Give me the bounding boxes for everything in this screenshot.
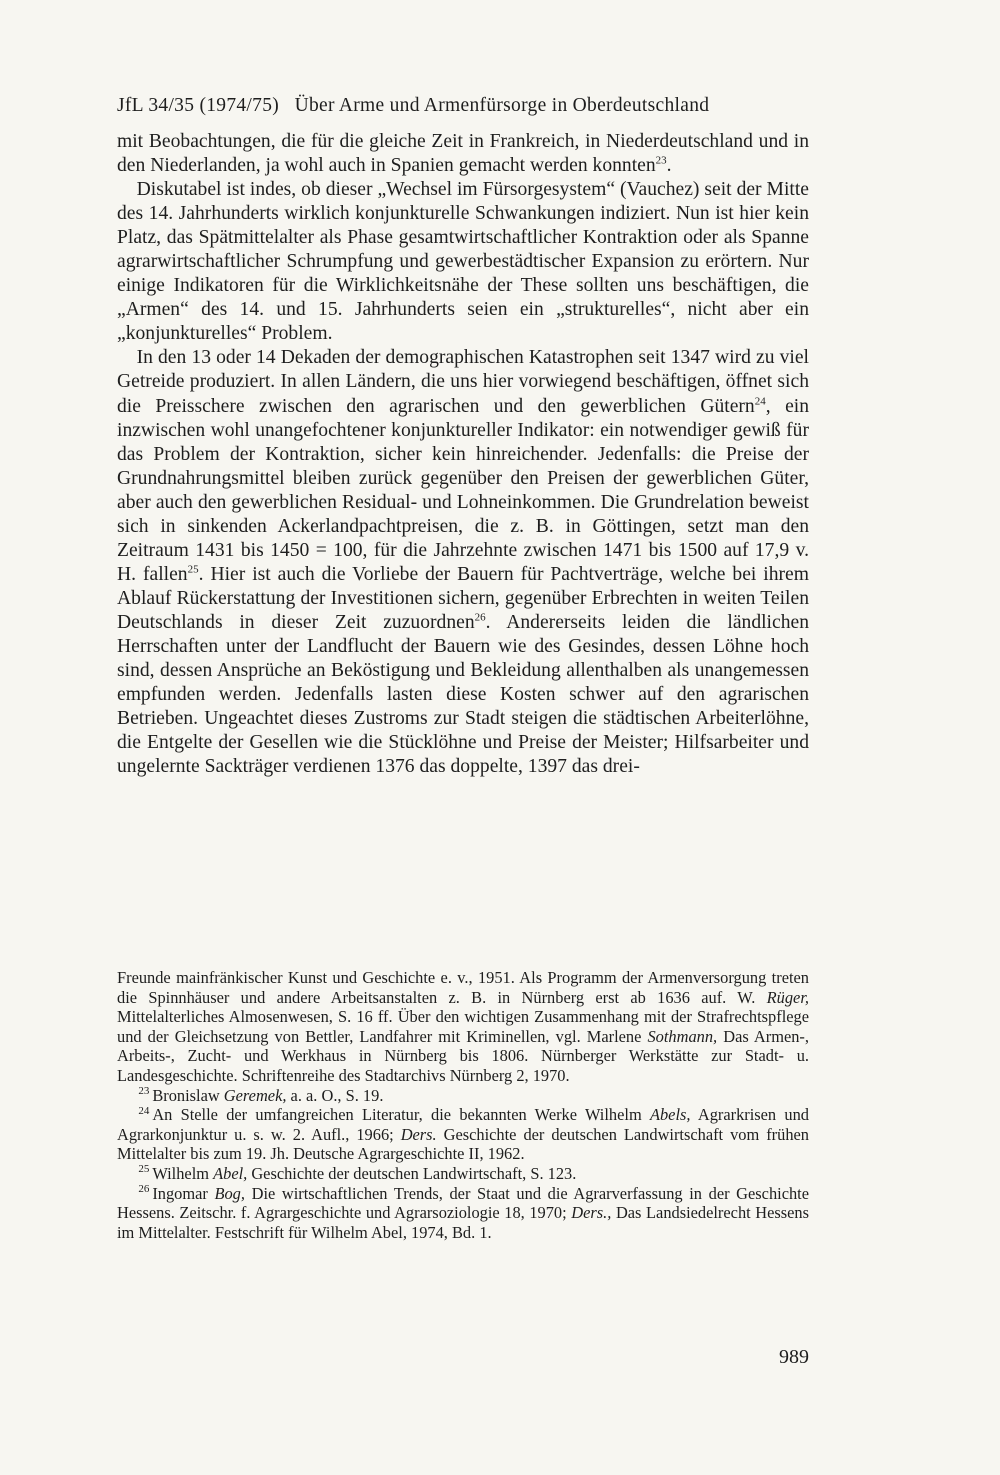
journal-reference: JfL 34/35 (1974/75): [117, 95, 280, 116]
article-title: Über Arme und Armenfürsorge in Oberdeutschland: [294, 95, 710, 116]
paragraph-1: mit Beobachtungen, die für die gleiche Zeit in Frankreich, in Niederdeutschland und in den Niederlanden, ja wohl auch in Spanien gemacht werden konnten$^{23}$.: [117, 131, 809, 177]
footnote-25: $^{25}$ Wilhelm Abel, Geschichte der deutschen Landwirtschaft, S. 123.: [138, 1163, 577, 1183]
footnote-23: $^{23}$ Bronislaw Geremek, a. a. O., S. 19.: [138, 1085, 384, 1105]
footnote-ref-26: 26: [474, 611, 486, 624]
footnote-24: $^{24}$ An Stelle der umfangreichen Literatur, die bekannten Werke Wilhelm Abels, Agrarkrisen und Agrarkonjunktur u. s. w. 2. Aufl., 1966; Ders. Geschichte der deutschen Landwirtschaft vom frühen Mittelalter bis zum 19. Jh. Deutsche Agrargeschichte II, 1962.: [117, 1104, 809, 1164]
page-number: 989: [779, 1346, 809, 1368]
paragraph-2: Diskutabel ist indes, ob dieser „Wechsel im Fürsorgesystem“ (Vauchez) seit der Mitte des 14. Jahrhunderts wirklich konjunkturelle Schwankungen indiziert. Nun ist hier kein Platz, das Spätmittelalter als Phase gesamtwirtschaftlicher Kontraktion oder als Spanne agrarwirtschaftlicher Schrumpfung und gewerbestädtischer Expansion zu erörtern. Nur einige Indikatoren für die Wirklichkeitsnähe der These sollten uns beschäftigen, die „Armen“ des 14. und 15. Jahrhunderts seien ein „strukturelles“, nicht aber ein „konjunkturelles“ Problem.: [117, 179, 809, 345]
footnote-continued: Freunde mainfränkischer Kunst und Geschichte e. v., 1951. Als Programm der Armenversorgung treten die Spinnhäuser und andere Arbeitsanstalten z. B. in Nürnberg erst ab 1636 auf. W. Rüger, Mittelalterliches Almosenwesen, S. 16 ff. Über den wichtigen Zusammenhang mit der Strafrechtspflege und der Gleichsetzung von Bettler, Landfahrer mit Kriminellen, vgl. Marlene Sothmann, Das Armen-, Arbeits-, Zucht- und Werkhaus in Nürnberg bis 1806. Nürnberger Werkstätte zur Stadt- u. Landesgeschichte. Schriftenreihe des Stadtarchivs Nürnberg 2, 1970.: [117, 968, 809, 1085]
footnote-26: $^{26}$ Ingomar Bog, Die wirtschaftlichen Trends, der Staat und die Agrarverfassung in der Geschichte Hessens. Zeitschr. f. Agrargeschichte und Agrarsoziologie 18, 1970; Ders., Das Landsiedelrecht Hessens im Mittelalter. Festschrift für Wilhelm Abel, 1974, Bd. 1.: [117, 1183, 810, 1242]
footnote-ref-25: 25: [187, 563, 199, 576]
footnote-ref-23: 23: [655, 154, 667, 167]
main-text: [117, 130, 809, 779]
footnote-ref-24: 24: [754, 394, 766, 407]
running-header: [117, 95, 809, 117]
paragraph-3: In den 13 oder 14 Dekaden der demographischen Katastrophen seit 1347 wird zu viel Getreide produziert. In allen Ländern, die uns hier vorwiegend beschäftigen, öffnet sich die Preisschere zwischen den agrarischen und den gewerblichen Gütern$^{24}$, ein inzwischen wohl unangefochtener konjunktureller Indikator: ein notwendiger gewiß für das Problem der Kontraktion, sicher kein hinreichender. Jedenfalls: die Preise der Grundnahrungsmittel bleiben zurück gegenüber den Preisen der gewerblichen Güter, aber auch den gewerblichen Residual- und Lohneinkommen. Die Grundrelation beweist sich in sinkenden Ackerlandpachtpreisen, die z. B. in Göttingen, setzt man den Zeitraum 1431 bis 1450 = 100, für die Jahrzehnte zwischen 1471 bis 1500 auf 17,9 v. H. fallen$^{25}$. Hier ist auch die Vorliebe der Bauern für Pachtverträge, welche bei ihrem Ablauf Rückerstattung der Investitionen sichern, gegenüber Erbrechten in weiten Teilen Deutschlands in dieser Zeit zuzuordnen$^{26}$. Andererseits leiden die ländlichen Herrschaften unter der Landflucht der Bauern wie des Gesindes, dessen Löhne hoch sind, dessen Ansprüche an Beköstigung und Bekleidung allenthalben als unangemessen empfunden werden. Jedenfalls lasten diese Kosten schwer auf den agrarischen Betrieben. Ungeachtet dieses Zustroms zur Stadt steigen die städtischen Arbeiterlöhne, die Entgelte der Gesellen wie die Stücklöhne und Preise der Meister; Hilfsarbeiter und ungelernte Sackträger verdienen 1376 das doppelte, 1397 das drei-: [117, 347, 810, 778]
footnotes: [117, 968, 809, 1242]
